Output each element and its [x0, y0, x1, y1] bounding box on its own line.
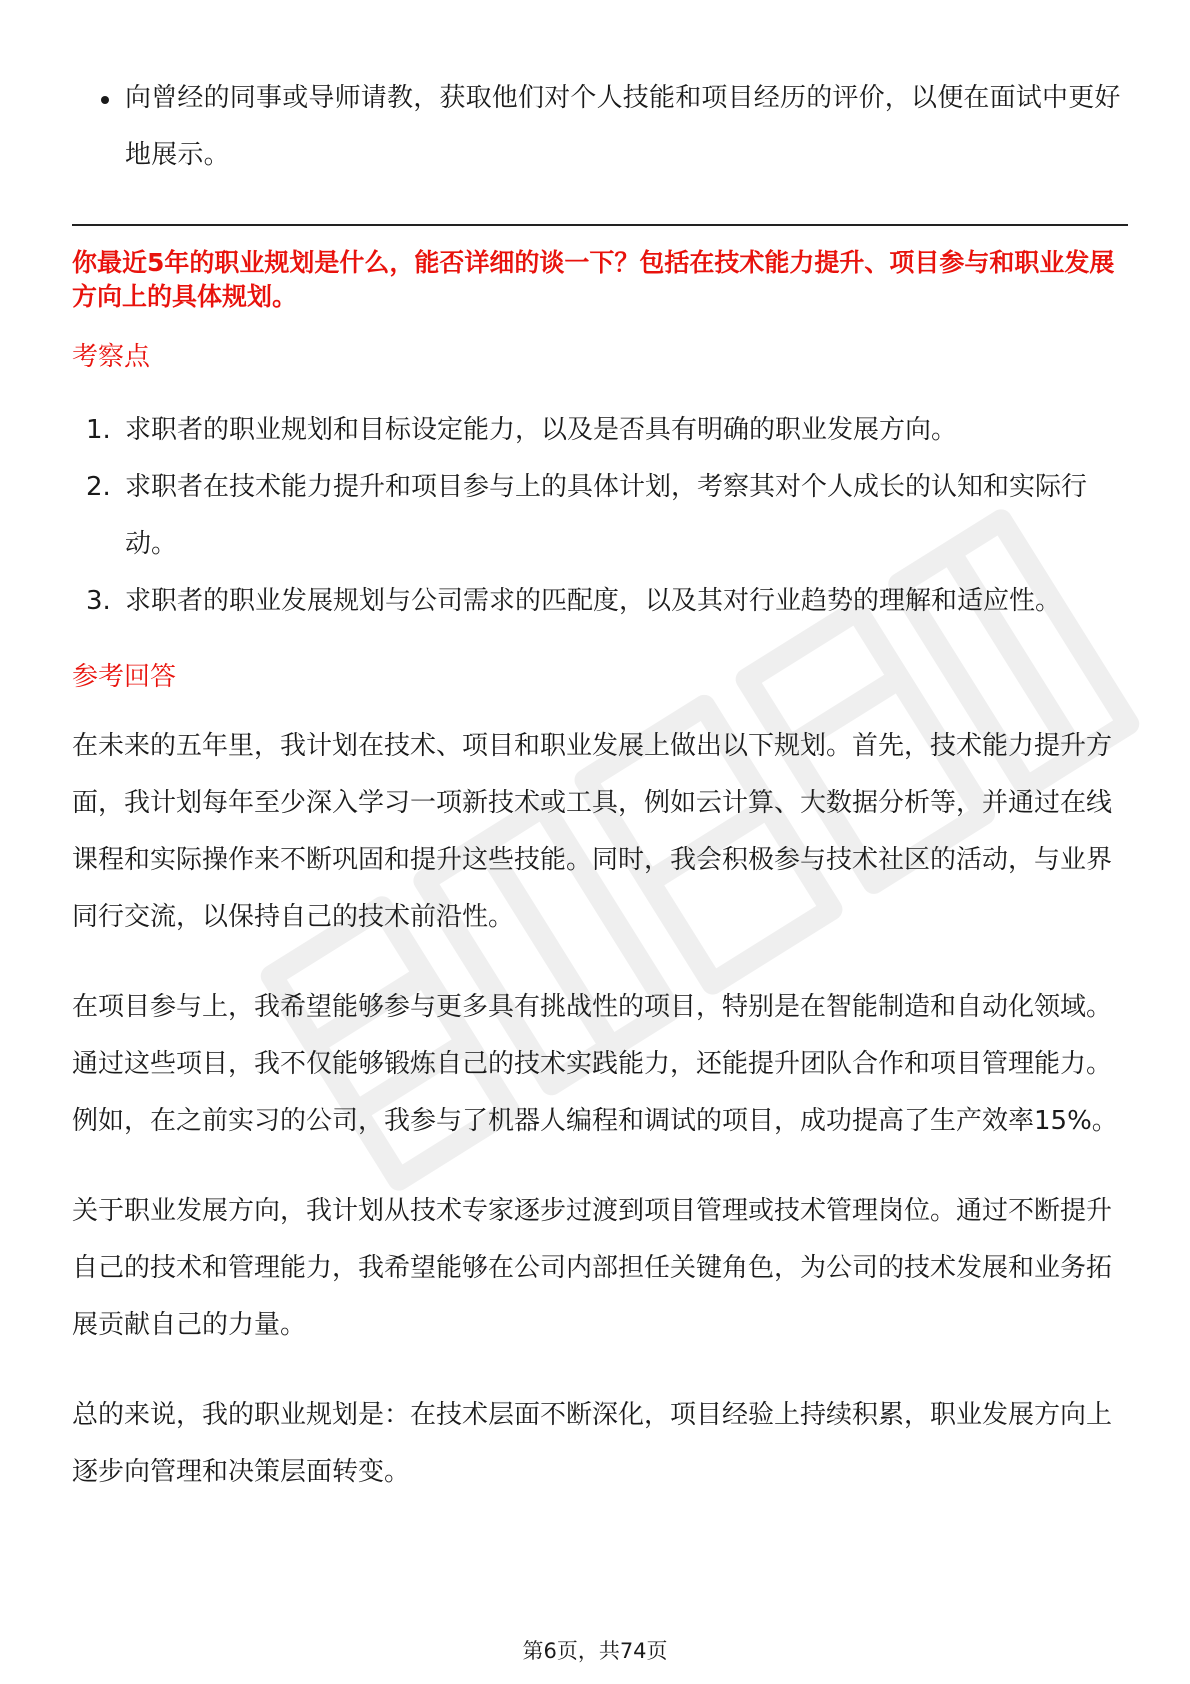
list-number: 3.	[86, 586, 111, 616]
exam-point-item	[72, 402, 1128, 459]
interview-question: 你最近5年的职业规划是什么，能否详细的谈一下？包括在技术能力提升、项目参与和职业发展方向上的具体规划。	[72, 248, 1115, 311]
bullet-dot-icon	[101, 96, 109, 104]
exam-point-item	[72, 573, 1128, 630]
section-divider	[72, 224, 1128, 226]
bullet-item	[72, 70, 1128, 184]
list-number: 1.	[86, 415, 111, 445]
bullet-list	[72, 70, 1128, 184]
exam-point-text: 求职者在技术能力提升和项目参与上的具体计划，考察其对个人成长的认知和实际行动。	[125, 472, 1088, 559]
answer-paragraph: 关于职业发展方向，我计划从技术专家逐步过渡到项目管理或技术管理岗位。通过不断提升自己的技术和管理能力，我希望能够在公司内部担任关键角色，为公司的技术发展和业务拓展贡献自己的力量。	[72, 1196, 1113, 1340]
page-number-footer: 第6页，共74页	[522, 1639, 668, 1663]
bullet-text: 向曾经的同事或导师请教，获取他们对个人技能和项目经历的评价，以便在面试中更好地展示。	[125, 83, 1121, 170]
page-content	[72, 70, 1128, 1501]
exam-points-heading: 考察点	[72, 342, 151, 372]
answer-paragraph: 在项目参与上，我希望能够参与更多具有挑战性的项目，特别是在智能制造和自动化领域。通过这些项目，我不仅能够锻炼自己的技术实践能力，还能提升团队合作和项目管理能力。例如，在之前实习的公司，我参与了机器人编程和调试的项目，成功提高了生产效率15%。	[72, 992, 1118, 1136]
exam-point-item	[72, 459, 1128, 573]
answer-heading: 参考回答	[72, 662, 177, 692]
exam-point-text: 求职者的职业发展规划与公司需求的匹配度，以及其对行业趋势的理解和适应性。	[125, 586, 1062, 616]
answer-paragraph: 在未来的五年里，我计划在技术、项目和职业发展上做出以下规划。首先，技术能力提升方面，我计划每年至少深入学习一项新技术或工具，例如云计算、大数据分析等，并通过在线课程和实际操作来不断巩固和提升这些技能。同时，我会积极参与技术社区的活动，与业界同行交流，以保持自己的技术前沿性。	[72, 731, 1113, 932]
answer-paragraph: 总的来说，我的职业规划是：在技术层面不断深化，项目经验上持续积累，职业发展方向上逐步向管理和决策层面转变。	[72, 1400, 1113, 1487]
exam-points-list	[72, 402, 1128, 630]
list-number: 2.	[86, 472, 111, 502]
exam-point-text: 求职者的职业规划和目标设定能力，以及是否具有明确的职业发展方向。	[125, 415, 958, 445]
